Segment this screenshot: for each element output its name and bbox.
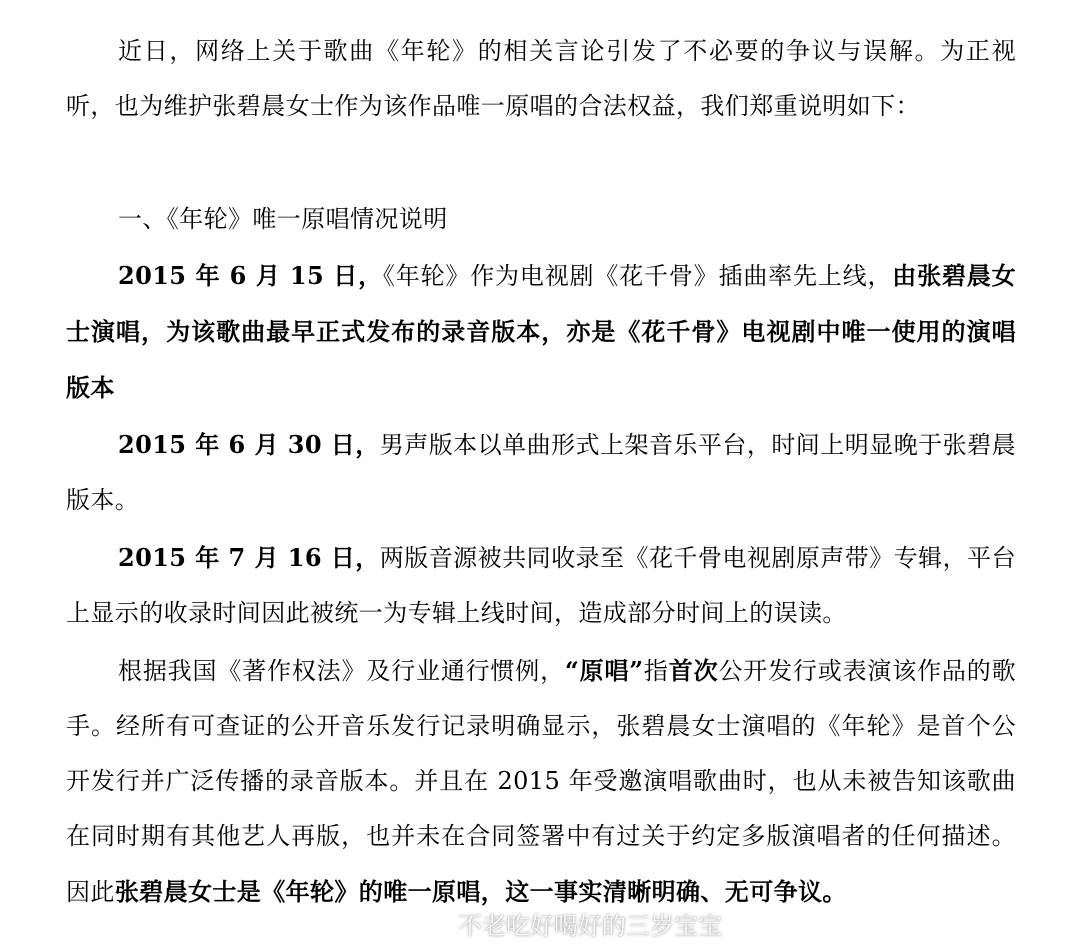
term-original-singer: “原唱”	[564, 656, 644, 685]
weibo-logo-icon	[422, 911, 452, 935]
date-2015-06-30: 2015 年 6 月 30 日，	[118, 430, 380, 459]
conclusion-statement: 张碧晨女士是《年轮》的唯一原唱，这一事实清晰明确、无可争议。	[114, 877, 847, 906]
paragraph-text: 根据我国《著作权法》及行业通行惯例，	[118, 657, 565, 685]
paragraph-text: 两版音源被共同收录至《花千骨电视剧原声带》专辑，平台上显示的收录时间因此被统一为专辑上线时间，造成部分时间上的误读。	[66, 544, 1016, 627]
paragraph-text: 《年轮》作为电视剧《花千骨》插曲率先上线，	[382, 262, 893, 290]
intro-text: 近日，网络上关于歌曲《年轮》的相关言论引发了不必要的争议与误解。为正视听，也为维护张碧晨女士作为该作品唯一原唱的合法权益，我们郑重说明如下：	[66, 37, 1016, 120]
watermark-text: 不老吃好喝好的三岁宝宝	[458, 911, 722, 940]
paragraph-text: 指	[643, 657, 669, 685]
paragraph-bold-text: 由张碧晨女士演唱，为该歌曲最早正式发布的录音版本，亦是《花千骨》电视剧中唯一使用的演唱版本	[66, 261, 1017, 402]
paragraph-text: 公开发行或表演该作品的歌手。经所有可查证的公开音乐发行记录明确显示，张碧晨女士演唱的《年轮》是首个公开发行并广泛传播的录音版本。并且在 2015 年受邀演唱歌曲时，也从未被告知该歌曲在同时期有其他艺人再版，也并未在合同签署中有过关于约定多版演唱者的任何描述。因此	[66, 657, 1016, 906]
intro-paragraph	[66, 24, 1016, 134]
paragraph-2015-07-16	[66, 530, 1016, 641]
paragraph-2015-06-30	[66, 417, 1016, 528]
paragraph-2015-06-15	[66, 248, 1016, 416]
watermark	[422, 906, 722, 940]
section-heading: 一、《年轮》唯一原唱情况说明	[118, 205, 448, 233]
paragraph-copyright-law	[66, 643, 1016, 920]
paragraph-text: 男声版本以单曲形式上架音乐平台，时间上明显晚于张碧晨版本。	[66, 431, 1016, 514]
term-first-time: 首次	[668, 656, 719, 685]
date-2015-06-15: 2015 年 6 月 15 日，	[118, 261, 383, 290]
date-2015-07-16: 2015 年 7 月 16 日，	[118, 543, 380, 572]
